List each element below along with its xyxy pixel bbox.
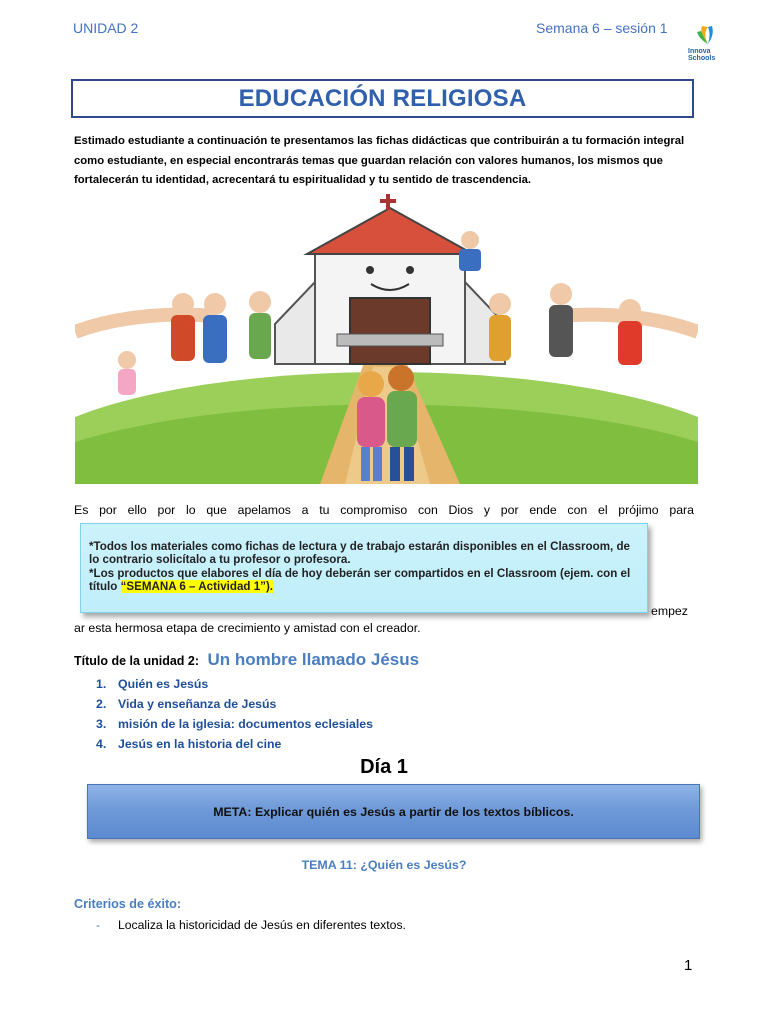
unit-title-label: Título de la unidad 2: xyxy=(74,654,199,668)
topic-number: 4. xyxy=(96,737,107,751)
topic-item xyxy=(96,715,373,735)
criteria-item xyxy=(96,918,406,932)
criteria-heading: Criterios de éxito: xyxy=(74,897,182,911)
topic-text: Jesús en la historia del cine xyxy=(118,737,282,751)
criteria-text: Localiza la historicidad de Jesús en diferentes textos. xyxy=(118,918,406,932)
topics-list xyxy=(96,675,373,755)
note-line-2-text: *Los productos que elabores el día de hoy deberán ser compartidos en el Classroom (ejem. con el título xyxy=(89,566,631,593)
topic-text: Quién es Jesús xyxy=(118,677,209,691)
topic-item xyxy=(96,735,373,755)
page-title: EDUCACIÓN RELIGIOSA xyxy=(238,84,527,112)
note-line-2 xyxy=(89,567,639,594)
unit-title-line xyxy=(74,650,419,670)
criteria-dash: - xyxy=(96,918,101,932)
note-highlight: “SEMANA 6 – Actividad 1”). xyxy=(120,579,274,593)
unit-title-value: Un hombre llamado Jésus xyxy=(207,650,420,669)
topic-text: misión de la iglesia: documentos eclesiales xyxy=(118,717,373,731)
paragraph-fragment: empez xyxy=(651,604,688,618)
church-community-illustration xyxy=(75,192,698,484)
topic-number: 1. xyxy=(96,677,107,691)
topic-number: 2. xyxy=(96,697,107,711)
innova-logo-icon xyxy=(688,24,728,48)
day-heading: Día 1 xyxy=(360,756,408,778)
note-line-1: *Todos los materiales como fichas de lectura y de trabajo estarán disponibles en el Classroom, de lo contrario solicítalo a tu profesor o profesora. xyxy=(89,540,630,567)
paragraph-line-2: ar esta hermosa etapa de crecimiento y amistad con el creador. xyxy=(74,621,421,635)
topic-number: 3. xyxy=(96,717,107,731)
classroom-note-box xyxy=(80,523,648,613)
topic-text: Vida y enseñanza de Jesús xyxy=(118,697,277,711)
header-unit: UNIDAD 2 xyxy=(73,20,139,36)
header-session: Semana 6 – sesión 1 xyxy=(536,20,668,36)
paragraph-line-1: Es por ello por lo que apelamos a tu compromiso con Dios y por ende con el prójimo para xyxy=(74,503,694,517)
page-number: 1 xyxy=(684,957,693,974)
topic-item xyxy=(96,675,373,695)
logo-text: Innova Schools xyxy=(688,48,716,62)
innova-schools-logo xyxy=(688,24,728,66)
tema-heading: TEMA 11: ¿Quién es Jesús? xyxy=(301,858,467,872)
intro-paragraph: Estimado estudiante a continuación te presentamos las fichas didácticas que contribuirán a tu formación integral como estudiante, en especial encontrarás temas que guardan relación con valores humanos, los mismos que fortalecerán tu identidad, acrecentará tu espiritualidad y tu sentido de trascendencia. xyxy=(74,135,685,186)
meta-box xyxy=(87,784,700,839)
page-title-box xyxy=(71,79,694,118)
topic-item xyxy=(96,695,373,715)
meta-text: META: Explicar quién es Jesús a partir de los textos bíblicos. xyxy=(213,804,574,819)
